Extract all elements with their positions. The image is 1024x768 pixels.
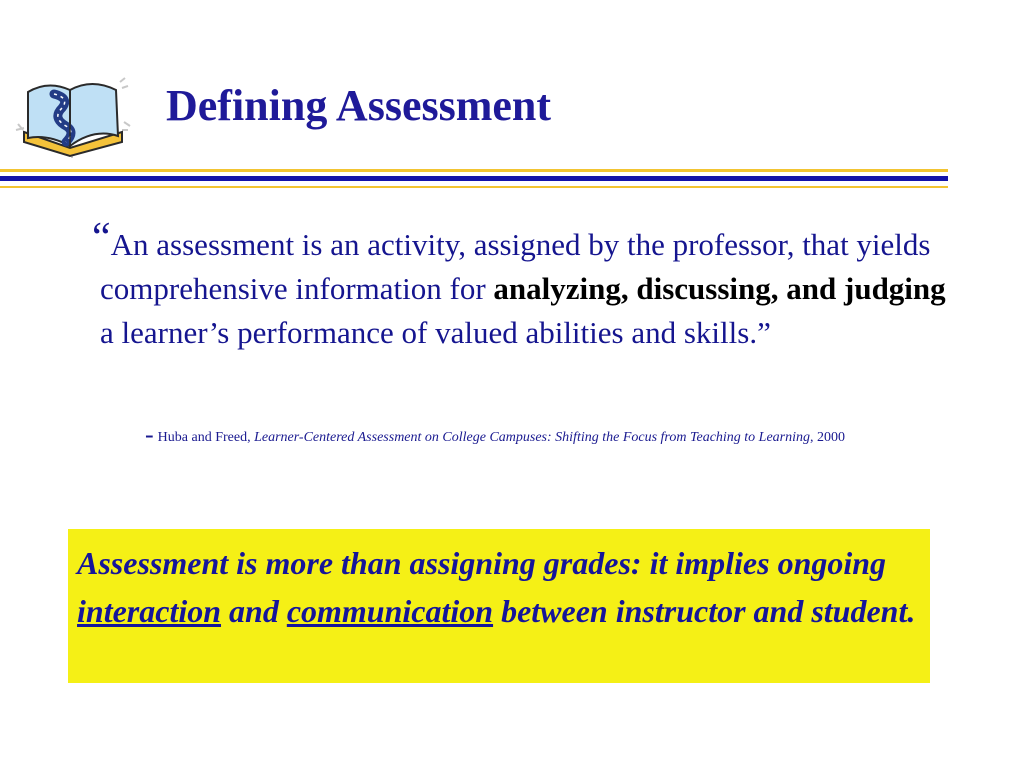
slide-title: Defining Assessment: [166, 81, 552, 130]
header-rule-gold-bottom: [0, 186, 948, 188]
citation-comma: ,: [810, 430, 814, 445]
header-rule-gold-top: [0, 169, 948, 172]
citation-dash: -: [145, 420, 154, 449]
header-rule-blue: [0, 176, 948, 181]
quote-emphasis: analyzing, discussing, and judging: [493, 271, 946, 306]
callout-word-interaction: interaction: [77, 593, 222, 629]
definition-quote: [92, 215, 960, 355]
callout-text-end: between instructor and student.: [493, 593, 916, 629]
callout-box: [68, 529, 930, 683]
open-quote-mark: “: [92, 215, 111, 261]
callout-word-communication: communication: [286, 593, 494, 629]
citation-book-title: Learner-Centered Assessment on College Campuses: Shifting the Focus from Teaching to Learning: [254, 430, 811, 445]
callout-text-middle: and: [221, 593, 287, 629]
quote-text-start: An assessment is an activity, assigned by the professor, that yields comprehensive information for: [100, 227, 931, 306]
callout-text: [77, 539, 920, 635]
open-book-with-road-icon: [14, 72, 132, 160]
citation-year: 2000: [817, 430, 846, 445]
quote-text-end: a learner’s performance of valued abilities and skills.”: [100, 315, 771, 350]
callout-text-start: Assessment is more than assigning grades: it implies ongoing: [77, 545, 887, 581]
citation: [145, 420, 925, 449]
citation-authors: Huba and Freed,: [157, 430, 251, 445]
